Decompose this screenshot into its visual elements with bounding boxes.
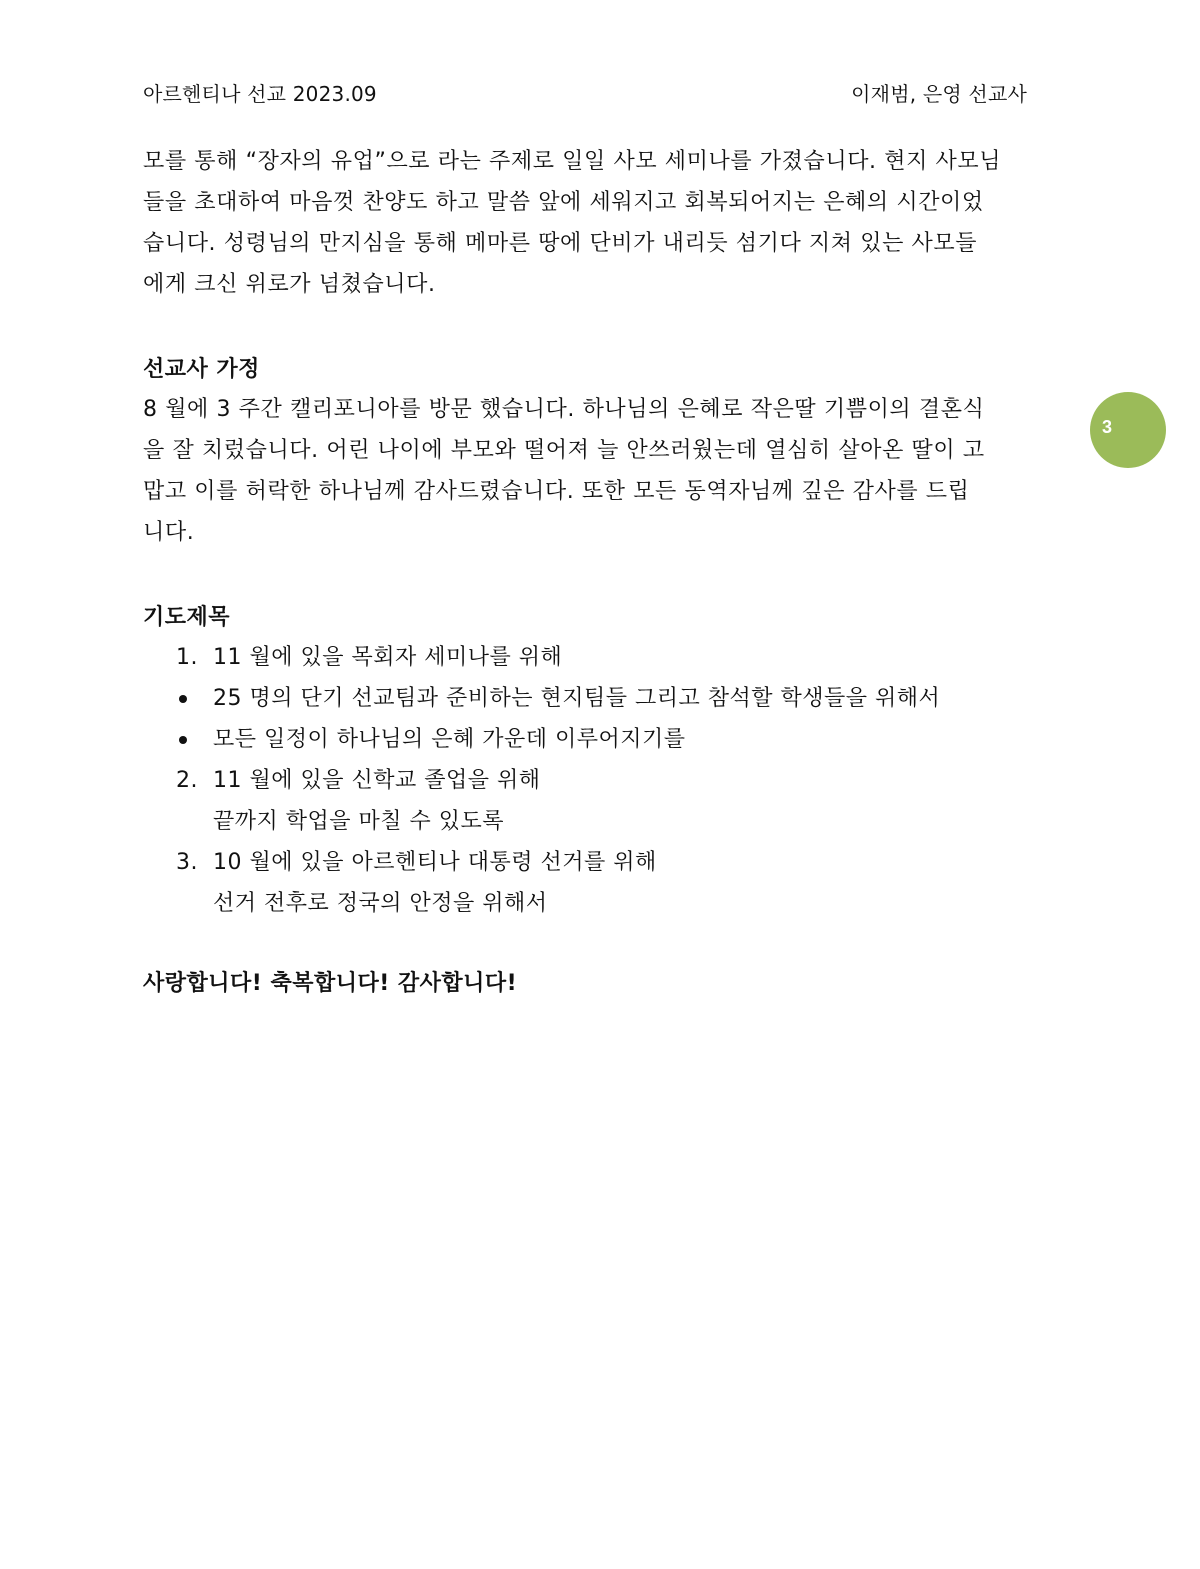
prayer-item-text: 모든 일정이 하나님의 은혜 가운데 이루어지기를 <box>213 727 686 752</box>
intro-paragraph <box>143 141 1063 305</box>
prayer-list <box>143 637 1063 924</box>
intro-line: 들을 초대하여 마음껏 찬양도 하고 말씀 앞에 세워지고 회복되어지는 은혜의 시간이었 <box>143 190 984 215</box>
prayer-item-text: 11 월에 있을 목회자 세미나를 위해 <box>213 645 563 670</box>
prayer-item-subtext: 선거 전후로 정국의 안정을 위해서 <box>213 891 548 916</box>
header-author: 이재범, 은영 선교사 <box>851 82 1027 106</box>
family-line: 맙고 이를 허락한 하나님께 감사드렸습니다. 또한 모든 동역자님께 깊은 감사를 드립 <box>143 479 970 504</box>
intro-line: 습니다. 성령님의 만지심을 통해 메마른 땅에 단비가 내리듯 섬기다 지쳐 있는 사모들 <box>143 231 978 256</box>
header-title: 아르헨티나 선교 2023.09 <box>143 82 377 106</box>
prayer-item <box>143 678 1063 719</box>
bullet-icon <box>179 736 187 744</box>
family-section-heading: 선교사 가정 <box>143 357 260 382</box>
list-number: 1. <box>176 645 198 670</box>
prayer-item <box>143 719 1063 760</box>
family-line: 을 잘 치렀습니다. 어린 나이에 부모와 떨어져 늘 안쓰러웠는데 열심히 살아온 딸이 고 <box>143 438 985 463</box>
prayer-item-subtext: 끝까지 학업을 마칠 수 있도록 <box>213 809 504 834</box>
closing-message: 사랑합니다! 축복합니다! 감사합니다! <box>143 971 518 996</box>
family-line: 니다. <box>143 520 195 545</box>
prayer-item <box>143 760 1063 842</box>
prayer-item <box>143 637 1063 678</box>
prayer-item-text: 11 월에 있을 신학교 졸업을 위해 <box>213 768 541 793</box>
family-paragraph <box>143 389 1063 553</box>
intro-line: 모를 통해 “장자의 유업”으로 라는 주제로 일일 사모 세미나를 가졌습니다. 현지 사모님 <box>143 149 1002 174</box>
list-number: 3. <box>176 850 198 875</box>
page-number-badge <box>1090 392 1166 468</box>
page-number: 3 <box>1102 417 1113 437</box>
prayer-section-heading: 기도제목 <box>143 605 231 630</box>
intro-line: 에게 크신 위로가 넘쳤습니다. <box>143 272 436 297</box>
prayer-item-text: 25 명의 단기 선교팀과 준비하는 현지팀들 그리고 참석할 학생들을 위해서 <box>213 686 941 711</box>
list-number: 2. <box>176 768 198 793</box>
prayer-item <box>143 842 1063 924</box>
family-line: 8 월에 3 주간 캘리포니아를 방문 했습니다. 하나님의 은혜로 작은딸 기쁨이의 결혼식 <box>143 397 985 422</box>
bullet-icon <box>179 695 187 703</box>
prayer-item-text: 10 월에 있을 아르헨티나 대통령 선거를 위해 <box>213 850 657 875</box>
